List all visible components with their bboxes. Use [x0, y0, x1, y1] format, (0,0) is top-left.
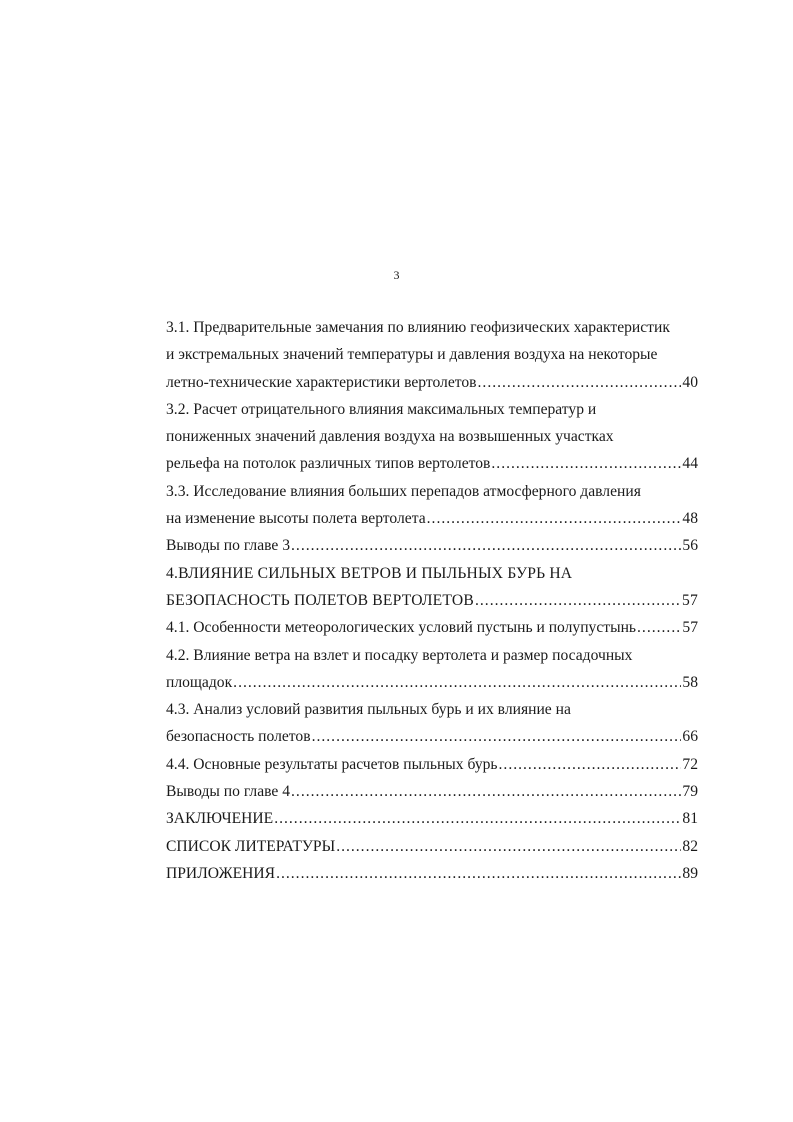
- dot-leader: [274, 805, 681, 832]
- toc-section-title: СПИСОК ЛИТЕРАТУРЫ: [166, 837, 336, 855]
- toc-section-title: ПРИЛОЖЕНИЯ: [166, 864, 276, 882]
- toc-page-number: 58: [682, 673, 698, 691]
- toc-entry-text: летно-технические характеристики вертолетов: [166, 373, 477, 391]
- toc-entry-text: 4.3. Анализ условий развития пыльных бурь и их влияние на: [166, 701, 571, 719]
- toc-line: [166, 314, 698, 341]
- toc-line: [166, 505, 698, 532]
- toc-entry-text: 3.2. Расчет отрицательного влияния максимальных температур и: [166, 400, 597, 418]
- dot-leader: [637, 614, 681, 641]
- toc-page-number: 56: [682, 537, 698, 555]
- toc-line: [166, 642, 698, 669]
- toc-chapter-title: 4.ВЛИЯНИЕ СИЛЬНЫХ ВЕТРОВ И ПЫЛЬНЫХ БУРЬ НА: [166, 564, 573, 582]
- toc-entry-text: на изменение высоты полета вертолета: [166, 510, 426, 528]
- toc-line: [166, 478, 698, 505]
- toc-line: [166, 369, 698, 396]
- toc-line: [166, 833, 698, 860]
- toc-entry-text: 4.1. Особенности метеорологических условий пустынь и полупустынь: [166, 619, 637, 637]
- toc-page-number: 57: [682, 591, 698, 609]
- dot-leader: [276, 860, 681, 887]
- toc-entry-text: 4.2. Влияние ветра на взлет и посадку вертолета и размер посадочных: [166, 646, 633, 664]
- toc-line: [166, 805, 698, 832]
- toc-page-number: 82: [682, 837, 698, 855]
- toc-line: [166, 423, 698, 450]
- page-number: 3: [393, 268, 400, 282]
- dot-leader: [478, 369, 682, 396]
- toc-entry-text: 4.4. Основные результаты расчетов пыльных бурь: [166, 755, 498, 773]
- toc-page-number: 48: [682, 510, 698, 528]
- toc-entry-text: и экстремальных значений температуры и давления воздуха на некоторые: [166, 346, 658, 364]
- dot-leader: [499, 751, 682, 778]
- toc-page-number: 57: [682, 619, 698, 637]
- toc-page-number: 89: [682, 864, 698, 882]
- toc-entry-text: пониженных значений давления воздуха на возвышенных участках: [166, 428, 614, 446]
- toc-entry-text: Выводы по главе 4: [166, 783, 291, 801]
- toc-entry-text: 3.1. Предварительные замечания по влиянию геофизических характеристик: [166, 319, 670, 336]
- toc-line: [166, 587, 698, 614]
- toc-page-number: 79: [682, 783, 698, 801]
- dot-leader: [291, 778, 681, 805]
- toc-line: [166, 396, 698, 423]
- toc-page-number: 81: [682, 810, 698, 828]
- toc-entry-text: площадок: [166, 673, 233, 691]
- toc-entry-text: 3.3. Исследование влияния больших перепадов атмосферного давления: [166, 482, 641, 500]
- toc-line: [166, 751, 698, 778]
- toc-line: [166, 560, 698, 587]
- toc-line: [166, 723, 698, 750]
- dot-leader: [491, 450, 681, 477]
- dot-leader: [291, 532, 681, 559]
- toc-page-number: 72: [682, 755, 698, 773]
- toc-line: [166, 450, 698, 477]
- toc-line: [166, 614, 698, 641]
- dot-leader: [475, 587, 681, 614]
- toc-entry-text: рельефа на потолок различных типов вертолетов: [166, 455, 491, 473]
- dot-leader: [427, 505, 682, 532]
- toc-line: [166, 532, 698, 559]
- toc-page-number: 40: [682, 373, 698, 391]
- toc-line: [166, 778, 698, 805]
- dot-leader: [336, 833, 681, 860]
- dot-leader: [312, 723, 682, 750]
- toc-chapter-title: БЕЗОПАСНОСТЬ ПОЛЕТОВ ВЕРТОЛЕТОВ: [166, 591, 474, 609]
- toc-line: [166, 341, 698, 368]
- toc-page-number: 44: [682, 455, 698, 473]
- toc-line: [166, 696, 698, 723]
- toc-entry-text: Выводы по главе 3: [166, 537, 291, 555]
- toc-line: [166, 860, 698, 887]
- toc-page-number: 66: [682, 728, 698, 746]
- dot-leader: [233, 669, 681, 696]
- toc-section-title: ЗАКЛЮЧЕНИЕ: [166, 810, 274, 828]
- toc-entry-text: безопасность полетов: [166, 728, 311, 746]
- table-of-contents: [166, 314, 698, 887]
- toc-line: [166, 669, 698, 696]
